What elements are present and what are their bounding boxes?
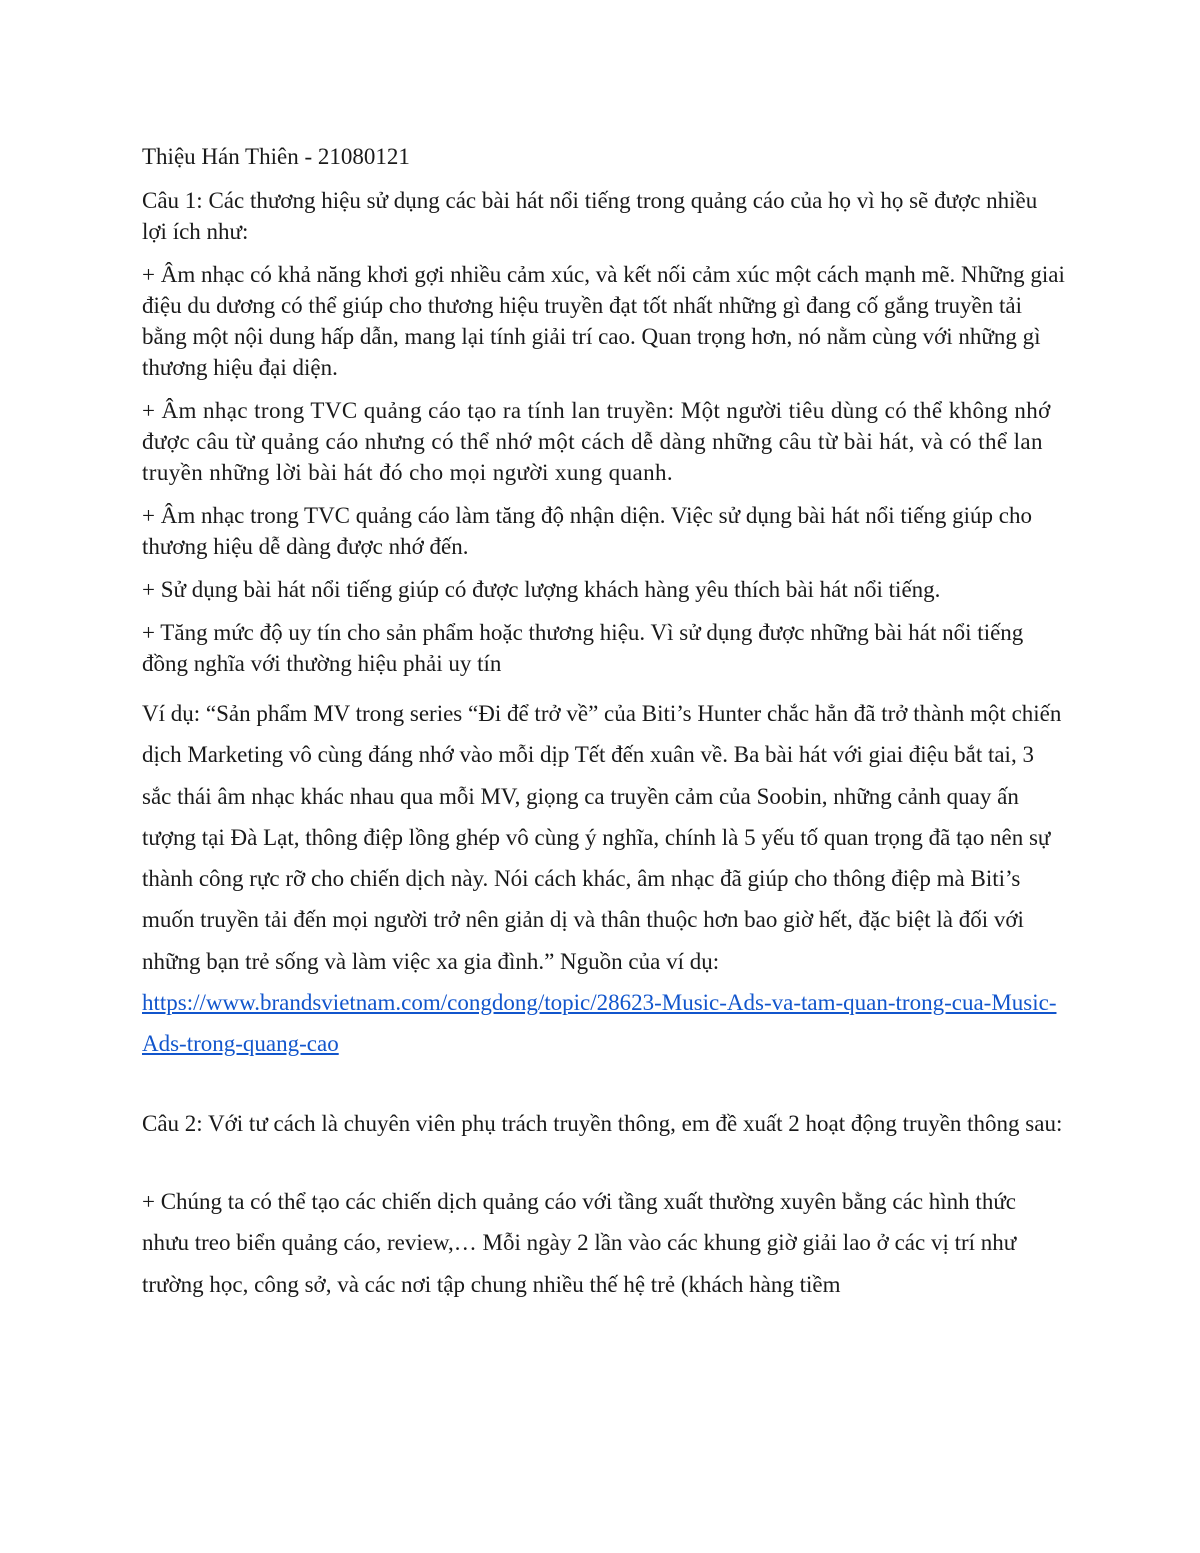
bullet-paragraph-4: + Sử dụng bài hát nổi tiếng giúp có được lượng khách hàng yêu thích bài hát nổi tiếng.	[142, 577, 941, 602]
example-source-label: Nguồn của ví dụ:	[560, 948, 720, 974]
author-line: Thiệu Hán Thiên - 21080121	[142, 144, 410, 169]
bullet-paragraph-5: + Tăng mức độ uy tín cho sản phẩm hoặc thương hiệu. Vì sử dụng được những bài hát nổi tiếng đồng nghĩa với thường hiệu phải uy tín	[142, 620, 1024, 676]
bullet-paragraph-1: + Âm nhạc có khả năng khơi gợi nhiều cảm xúc, và kết nối cảm xúc một cách mạnh mẽ. Những giai điệu du dương có thể giúp cho thương hiệu truyền đạt tốt nhất những gì đang cố gắng truyền tải bằng một nội dung hấp dẫn, mang lại tính giải trí cao. Quan trọng hơn, nó nằm cùng với những gì thương hiệu đại diện.	[142, 262, 1065, 380]
example-text: Ví dụ: “Sản phẩm MV trong series “Đi để trở về” của Biti’s Hunter chắc hẳn đã trở thành một chiến dịch Marketing vô cùng đáng nhớ vào mỗi dịp Tết đến xuân về. Ba bài hát với giai điệu bắt tai, 3 sắc thái âm nhạc khác nhau qua mỗi MV, giọng ca truyền cảm của Soobin, những cảnh quay ấn tượng tại Đà Lạt, thông điệp lồng ghép vô cùng ý nghĩa, chính là 5 yếu tố quan trọng đã tạo nên sự thành công rực rỡ cho chiến dịch này. Nói cách khác, âm nhạc đã giúp cho thông điệp mà Biti’s muốn truyền tải đến mọi người trở nên giản dị và thân thuộc hơn bao giờ hết, đặc biệt là đối với những bạn trẻ sống và làm việc xa gia đình.”	[142, 701, 1062, 974]
plan-paragraph-1: + Chúng ta có thể tạo các chiến dịch quảng cáo với tầng xuất thường xuyên bằng các hình thức nhưu treo biển quảng cáo, review,… Mỗi ngày 2 lần vào các khung giờ giải lao ở các vị trí như trường học, công sở, và các nơi tập chung nhiều thế hệ trẻ (khách hàng tiềm	[142, 1189, 1017, 1297]
bullet-paragraph-3: + Âm nhạc trong TVC quảng cáo làm tăng độ nhận diện. Việc sử dụng bài hát nổi tiếng giúp cho thương hiệu dễ dàng được nhớ đến.	[142, 503, 1033, 559]
question-1-intro: Câu 1: Các thương hiệu sử dụng các bài hát nổi tiếng trong quảng cáo của họ vì họ sẽ được nhiều lợi ích như:	[142, 188, 1038, 244]
question-2-intro: Câu 2: Với tư cách là chuyên viên phụ trách truyền thông, em đề xuất 2 hoạt động truyền thông sau:	[142, 1110, 1063, 1136]
example-paragraph	[142, 693, 1067, 1065]
example-source-link[interactable]: https://www.brandsvietnam.com/congdong/topic/28623-Music-Ads-va-tam-quan-trong-cua-Music-Ads-trong-quang-cao	[142, 990, 1057, 1057]
document-body	[142, 138, 1067, 1305]
bullet-paragraph-2: + Âm nhạc trong TVC quảng cáo tạo ra tính lan truyền: Một người tiêu dùng có thể không nhớ được câu từ quảng cáo nhưng có thể nhớ một cách dễ dàng những câu từ bài hát, và có thể lan truyền những lời bài hát đó cho mọi người xung quanh.	[142, 398, 1051, 485]
